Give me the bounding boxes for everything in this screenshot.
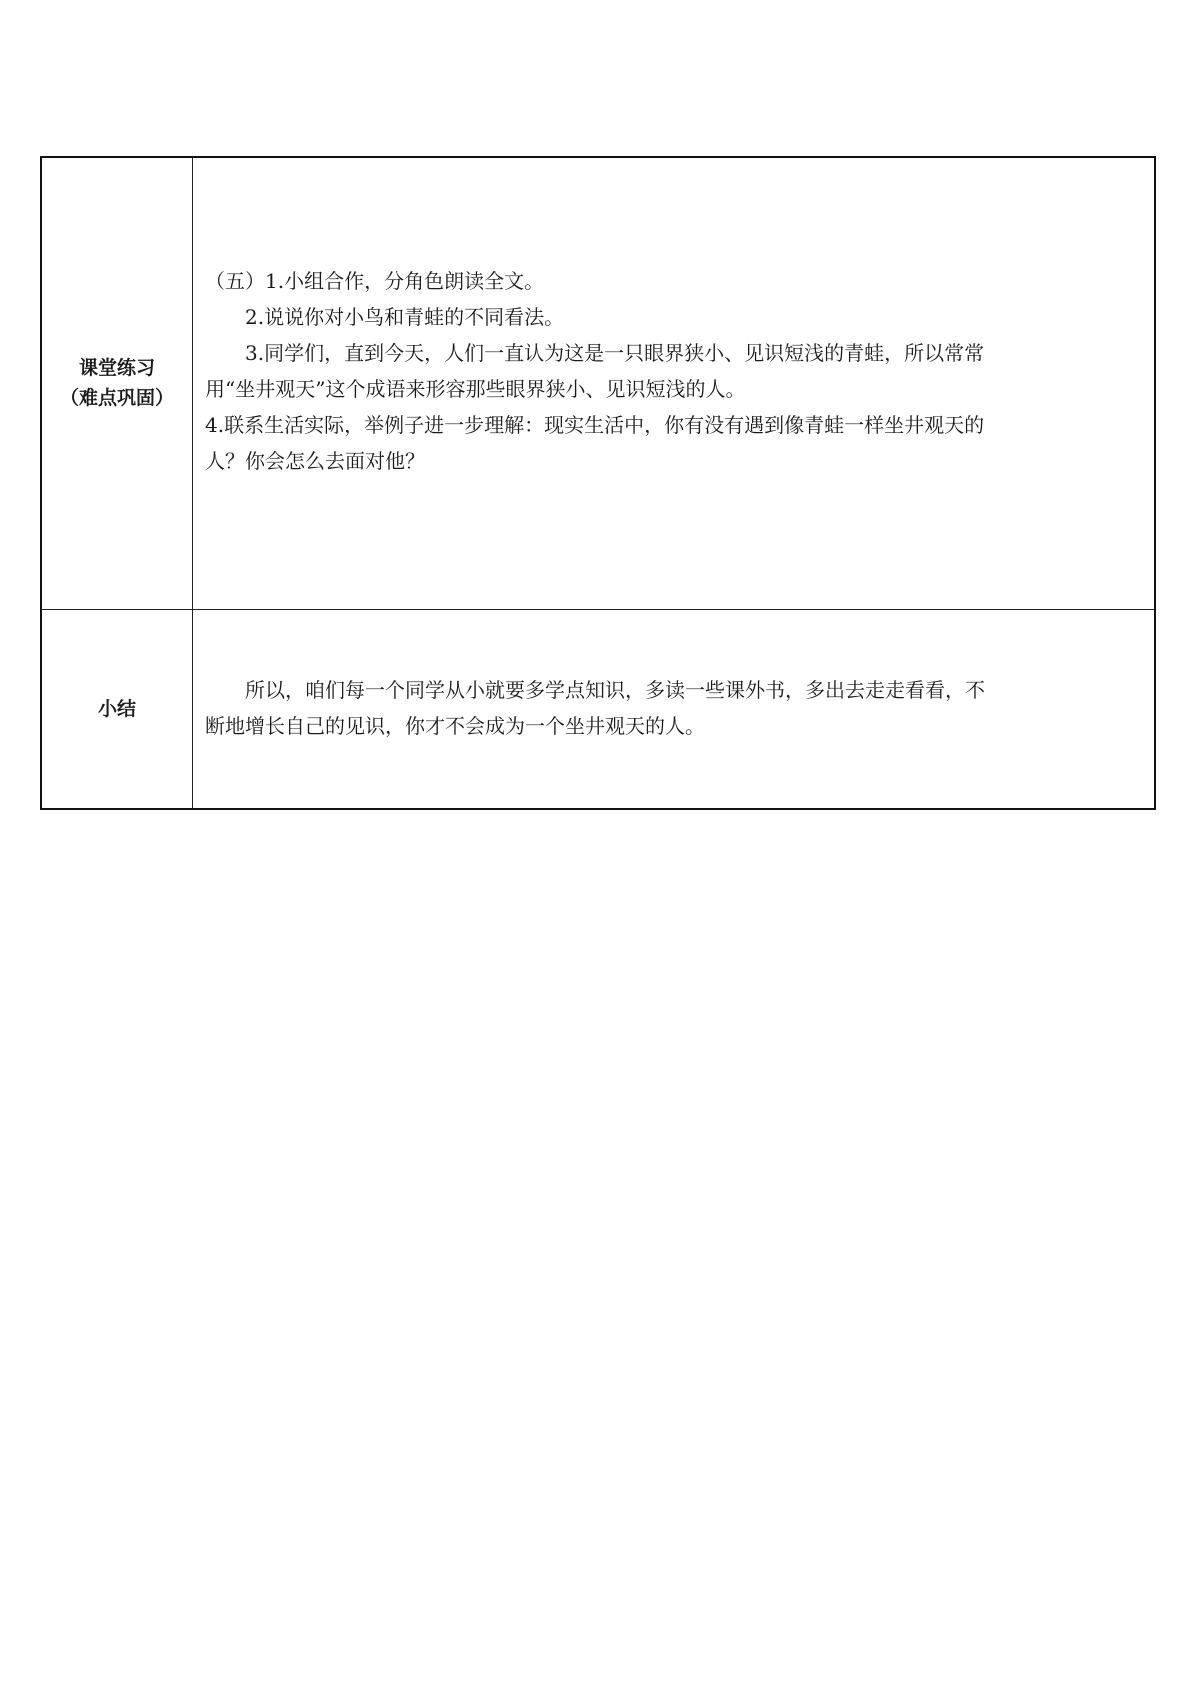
summary-label [41, 609, 193, 809]
exercise-line: 3.同学们，直到今天，人们一直认为这是一只眼界狭小、见识短浅的青蛙，所以常常 [245, 341, 985, 365]
classroom-practice-row [41, 157, 1155, 609]
exercise-line: 人？你会怎么去面对他？ [205, 449, 425, 473]
lesson-plan-table [40, 156, 1156, 810]
label-line: 小结 [97, 697, 136, 720]
classroom-practice-label [41, 157, 193, 609]
exercise-line: （五）1.小组合作，分角色朗读全文。 [205, 269, 545, 293]
summary-line: 断地增长自己的见识，你才不会成为一个坐井观天的人。 [205, 713, 705, 738]
summary-content [193, 609, 1156, 809]
classroom-practice-content [193, 157, 1156, 609]
label-line: 课堂练习 [78, 357, 155, 380]
summary-line: 所以，咱们每一个同学从小就要多学点知识，多读一些课外书，多出去走走看看，不 [245, 677, 985, 702]
exercise-line: 2.说说你对小鸟和青蛙的不同看法。 [245, 305, 565, 329]
summary-row [41, 609, 1155, 809]
label-line: （难点巩固） [59, 387, 174, 410]
exercise-line: 4.联系生活实际，举例子进一步理解：现实生活中，你有没有遇到像青蛙一样坐井观天的 [205, 413, 985, 437]
exercise-line: 用“坐井观天”这个成语来形容那些眼界狭小、见识短浅的人。 [205, 377, 746, 401]
